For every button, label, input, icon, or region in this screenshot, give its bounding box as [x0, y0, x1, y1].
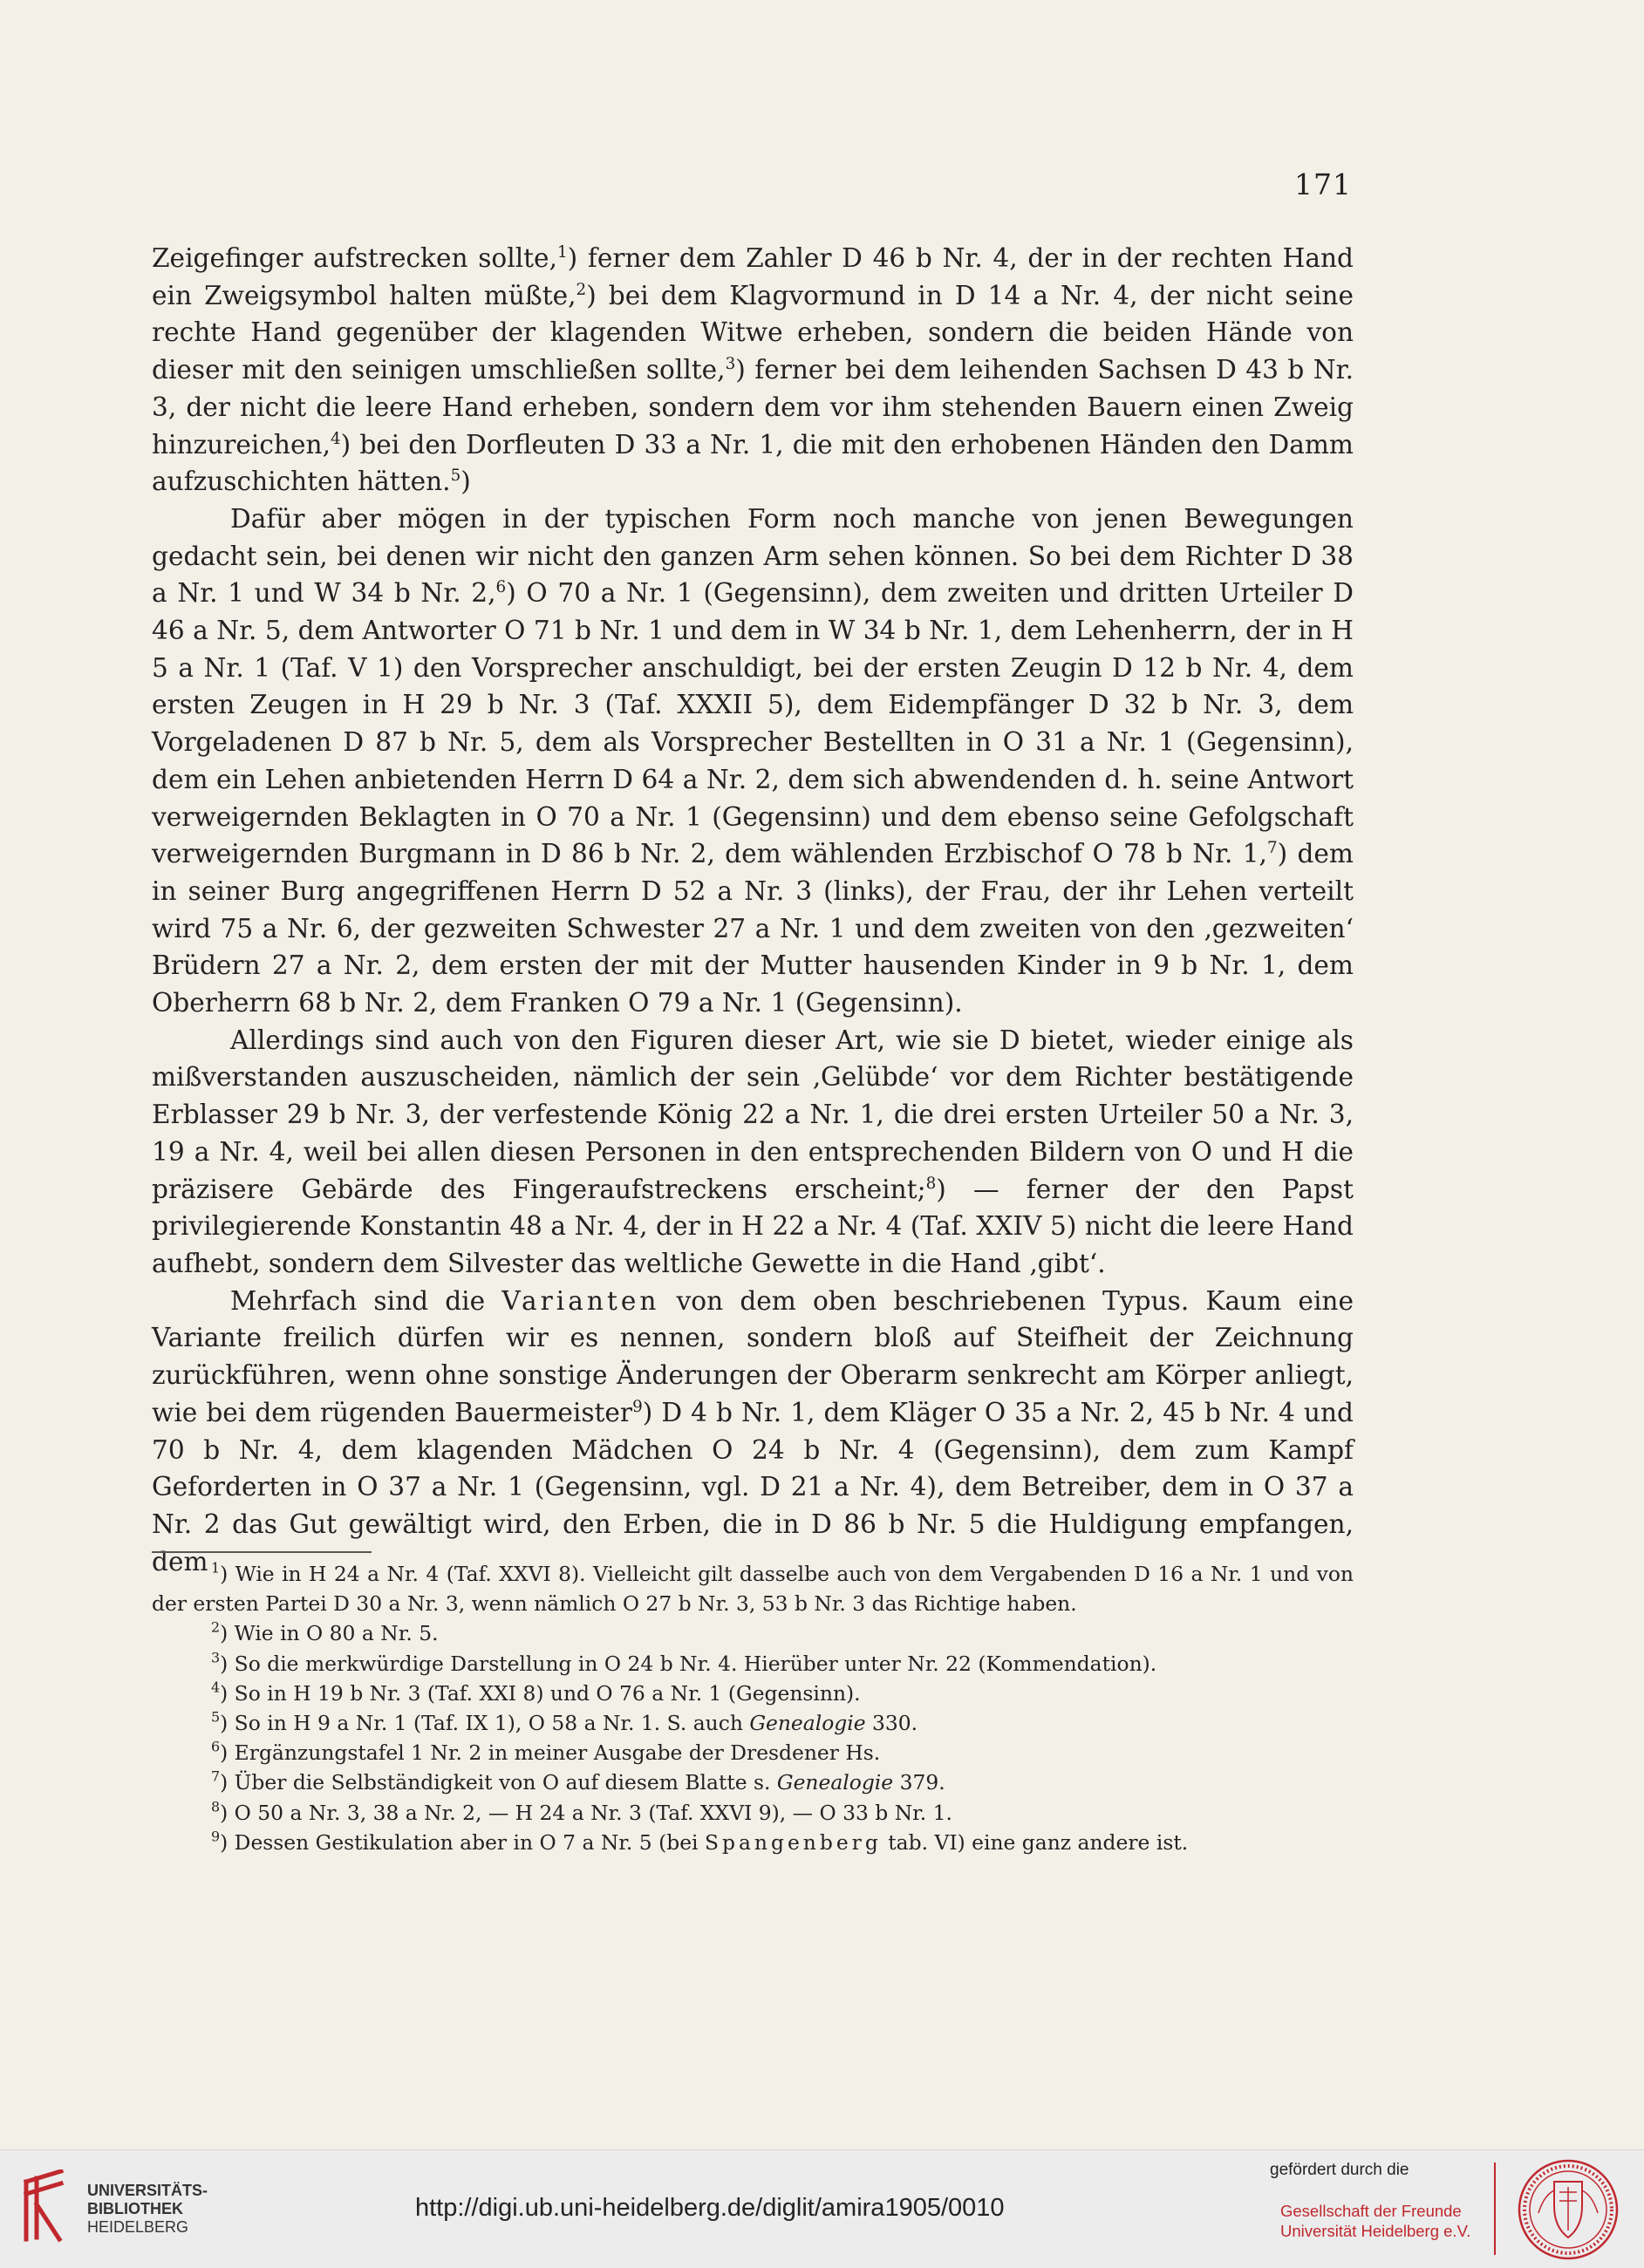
footnote-marker: 8	[925, 1174, 937, 1193]
text-run: )	[460, 467, 471, 497]
text-run: tab. VI) eine ganz andere ist.	[881, 1829, 1189, 1855]
text-run: 330.	[865, 1711, 918, 1736]
footer-bar	[0, 2149, 1644, 2268]
text-run: ) Wie in H 24 a Nr. 4 (Taf. XXVI 8). Vielleicht gilt dasselbe auch von dem Vergabenden D 16 a Nr. 1 und von der ersten Partei D 30 a Nr. 3, wenn nämlich O 27 b Nr. 3, 53 b Nr. 3 das Richtige haben.	[152, 1562, 1354, 1617]
footnote-marker: 5	[450, 467, 461, 486]
footnotes	[152, 1559, 1354, 1857]
text-run: Zeigefinger aufstrecken sollte,	[152, 243, 557, 273]
footnote	[152, 1828, 1354, 1857]
university-seal-icon	[1514, 2157, 1622, 2262]
footnote-marker: 7	[1266, 839, 1278, 858]
text-run: Mehrfach sind die	[230, 1285, 502, 1316]
sponsor-divider	[1494, 2162, 1496, 2255]
page-number: 171	[1294, 167, 1352, 201]
text-run: von dem oben beschriebenen Typus. Kaum eine Variante freilich dürfen wir es nennen, sondern bloß auf Steifheit der Zeichnung zurückführen, wenn ohne sonstige Änderungen der Oberarm senkrecht am Körper anliegt, wie bei dem rügenden Bauermeister	[152, 1285, 1354, 1427]
footnote	[152, 1708, 1354, 1738]
footnote-marker: 4	[330, 429, 341, 448]
footnote	[152, 1798, 1354, 1828]
footnote	[152, 1738, 1354, 1767]
library-name-line2: BIBLIOTHEK	[87, 2200, 183, 2217]
text-run: ) Dessen Gestikulation aber in O 7 a Nr. 5 (bei	[220, 1829, 705, 1855]
body-paragraph	[152, 1283, 1354, 1581]
body-paragraph	[152, 501, 1354, 1022]
footnote	[152, 1649, 1354, 1679]
text-run: 379.	[893, 1770, 945, 1795]
text-run: ) So in H 9 a Nr. 1 (Taf. IX 1), O 58 a Nr. 1. S. auch	[220, 1711, 750, 1736]
footnote-marker: 3	[725, 355, 736, 374]
text-run: ) So in H 19 b Nr. 3 (Taf. XXI 8) und O 76 a Nr. 1 (Gegensinn).	[220, 1680, 861, 1706]
footnote-marker: 2	[211, 1618, 221, 1636]
text-run: ) O 50 a Nr. 3, 38 a Nr. 2, — H 24 a Nr. 3 (Taf. XXVI 9), — O 33 b Nr. 1.	[220, 1800, 952, 1825]
footnote-marker: 1	[211, 1559, 221, 1577]
text-run: ) ferner bei dem leihenden Sachsen D 43 b Nr. 3, der nicht die leere Hand erheben, sondern dem vor ihm stehenden Bauern einen Zweig hinzureichen,	[152, 355, 1354, 460]
sponsor-name-line2: Universität Heidelberg e.V.	[1280, 2222, 1471, 2240]
footnote-marker: 9	[211, 1828, 221, 1845]
text-run: ) — ferner der den Papst privilegierende Konstantin 48 a Nr. 4, der in H 22 a Nr. 4 (Taf. XXIV 5) nicht die leere Hand aufhebt, sondern dem Silvester das weltliche Gewette in die Hand ‚gibt‘.	[152, 1174, 1354, 1278]
body-paragraph	[152, 1022, 1354, 1283]
text-run: ) ferner dem Zahler D 46 b Nr. 4, der in der rechten Hand ein Zweigsymbol halten müßte,	[152, 243, 1354, 310]
footnote	[152, 1559, 1354, 1618]
italic-title: Genealogie	[776, 1770, 894, 1795]
text-run: Dafür aber mögen in der typischen Form noch manche von jenen Bewegungen gedacht sein, bei denen wir nicht den ganzen Arm sehen können. So bei dem Richter D 38 a Nr. 1 und W 34 b Nr. 2,	[152, 503, 1354, 609]
footnote-marker: 5	[211, 1708, 221, 1726]
footnote-marker: 6	[211, 1738, 221, 1755]
permalink-url[interactable]: http://digi.ub.uni-heidelberg.de/diglit/amira1905/0010	[415, 2194, 1005, 2222]
sponsor-label: gefördert durch die	[1270, 2161, 1409, 2179]
footnote-marker: 4	[211, 1679, 221, 1696]
text-run: ) Über die Selbständigkeit von O auf diesem Blatte s.	[220, 1770, 777, 1795]
text-run: Allerdings sind auch von den Figuren dieser Art, wie sie D bietet, wieder einige als mißverstanden auszuscheiden, nämlich der sein ‚Gelübde‘ vor dem Richter bestätigende Erblasser 29 b Nr. 3, der verfestende König 22 a Nr. 1, die drei ersten Urteiler 50 a Nr. 3, 19 a Nr. 4, weil bei allen diesen Personen in den entsprechenden Bildern von O und H die präzisere Gebärde des Fingeraufstreckens erscheint;	[152, 1025, 1354, 1204]
sponsor-name-line1: Gesellschaft der Freunde	[1280, 2202, 1462, 2220]
footnote-marker: 7	[211, 1767, 221, 1785]
footnote-marker: 2	[576, 280, 587, 299]
footnote	[152, 1767, 1354, 1797]
footnote	[152, 1618, 1354, 1648]
body-paragraph	[152, 240, 1354, 501]
text-run: ) Ergänzungstafel 1 Nr. 2 in meiner Ausgabe der Dresdener Hs.	[220, 1740, 881, 1766]
text-run: ) So die merkwürdige Darstellung in O 24 b Nr. 4. Hierüber unter Nr. 22 (Kommendation).	[220, 1651, 1157, 1676]
text-run: ) bei dem Klagvormund in D 14 a Nr. 4, der nicht seine rechte Hand gegenüber der klagenden Witwe erheben, sondern die beiden Hände von dieser mit den seinigen umschließen sollte,	[152, 280, 1354, 385]
body-text	[152, 240, 1354, 1580]
text-run: ) bei den Dorfleuten D 33 a Nr. 1, die mit den erhobenen Händen den Damm aufzuschichten hätten.	[152, 429, 1354, 497]
text-run: ) Wie in O 80 a Nr. 5.	[220, 1621, 439, 1646]
library-name-line3: HEIDELBERG	[87, 2218, 189, 2236]
footnote-marker: 9	[632, 1397, 643, 1416]
text-run: ) D 4 b Nr. 1, dem Kläger O 35 a Nr. 2, 45 b Nr. 4 und 70 b Nr. 4, dem klagenden Mädchen O 24 b Nr. 4 (Gegensinn), dem zum Kampf Geforderten in O 37 a Nr. 1 (Gegensinn, vgl. D 21 a Nr. 4), dem Betreiber, dem in O 37 a Nr. 2 das Gut gewältigt wird, den Erben, die in D 86 b Nr. 5 die Huldigung empfangen, dem	[152, 1397, 1354, 1577]
emphasized-term: Spangenberg	[704, 1829, 882, 1855]
footnote-marker: 6	[495, 578, 507, 597]
library-name	[87, 2182, 208, 2237]
footnote-marker: 3	[211, 1649, 221, 1666]
sponsor-name	[1280, 2201, 1470, 2241]
footnote-marker: 1	[556, 243, 568, 262]
footnote	[152, 1679, 1354, 1708]
text-run: ) O 70 a Nr. 1 (Gegensinn), dem zweiten und dritten Urteiler D 46 a Nr. 5, dem Antworter O 71 b Nr. 1 und dem in W 34 b Nr. 1, dem Lehenherrn, der in H 5 a Nr. 1 (Taf. V 1) den Vorsprecher anschuldigt, bei der ersten Zeugin D 12 b Nr. 4, dem ersten Zeugen in H 29 b Nr. 3 (Taf. XXXII 5), dem Eidempfänger D 32 b Nr. 3, dem Vorgeladenen D 87 b Nr. 5, dem als Vorsprecher Bestellten in O 31 a Nr. 1 (Gegensinn), dem ein Lehen anbietenden Herrn D 64 a Nr. 2, dem sich abwendenden d. h. seine Antwort verweigernden Beklagten in O 70 a Nr. 1 (Gegensinn) und dem ebenso seine Gefolgschaft verweigernden Burgmann in D 86 b Nr. 2, dem wählenden Erzbischof O 78 b Nr. 1,	[152, 578, 1354, 869]
footnote-divider	[152, 1551, 372, 1553]
italic-title: Genealogie	[749, 1711, 866, 1736]
footnote-marker: 8	[211, 1798, 221, 1815]
emphasized-term: Varianten	[501, 1285, 660, 1316]
university-library-logo-icon	[17, 2169, 70, 2243]
library-name-line1: UNIVERSITÄTS-	[87, 2182, 208, 2199]
text-run: ) dem in seiner Burg angegriffenen Herrn D 52 a Nr. 3 (links), der Frau, der ihr Lehen verteilt wird 75 a Nr. 6, der gezweiten Schwester 27 a Nr. 1 und dem zweiten von den ‚gezweiten‘ Brüdern 27 a Nr. 2, dem ersten der mit der Mutter hausenden Kinder in 9 b Nr. 1, dem Oberherrn 68 b Nr. 2, dem Franken O 79 a Nr. 1 (Gegensinn).	[152, 839, 1354, 1018]
